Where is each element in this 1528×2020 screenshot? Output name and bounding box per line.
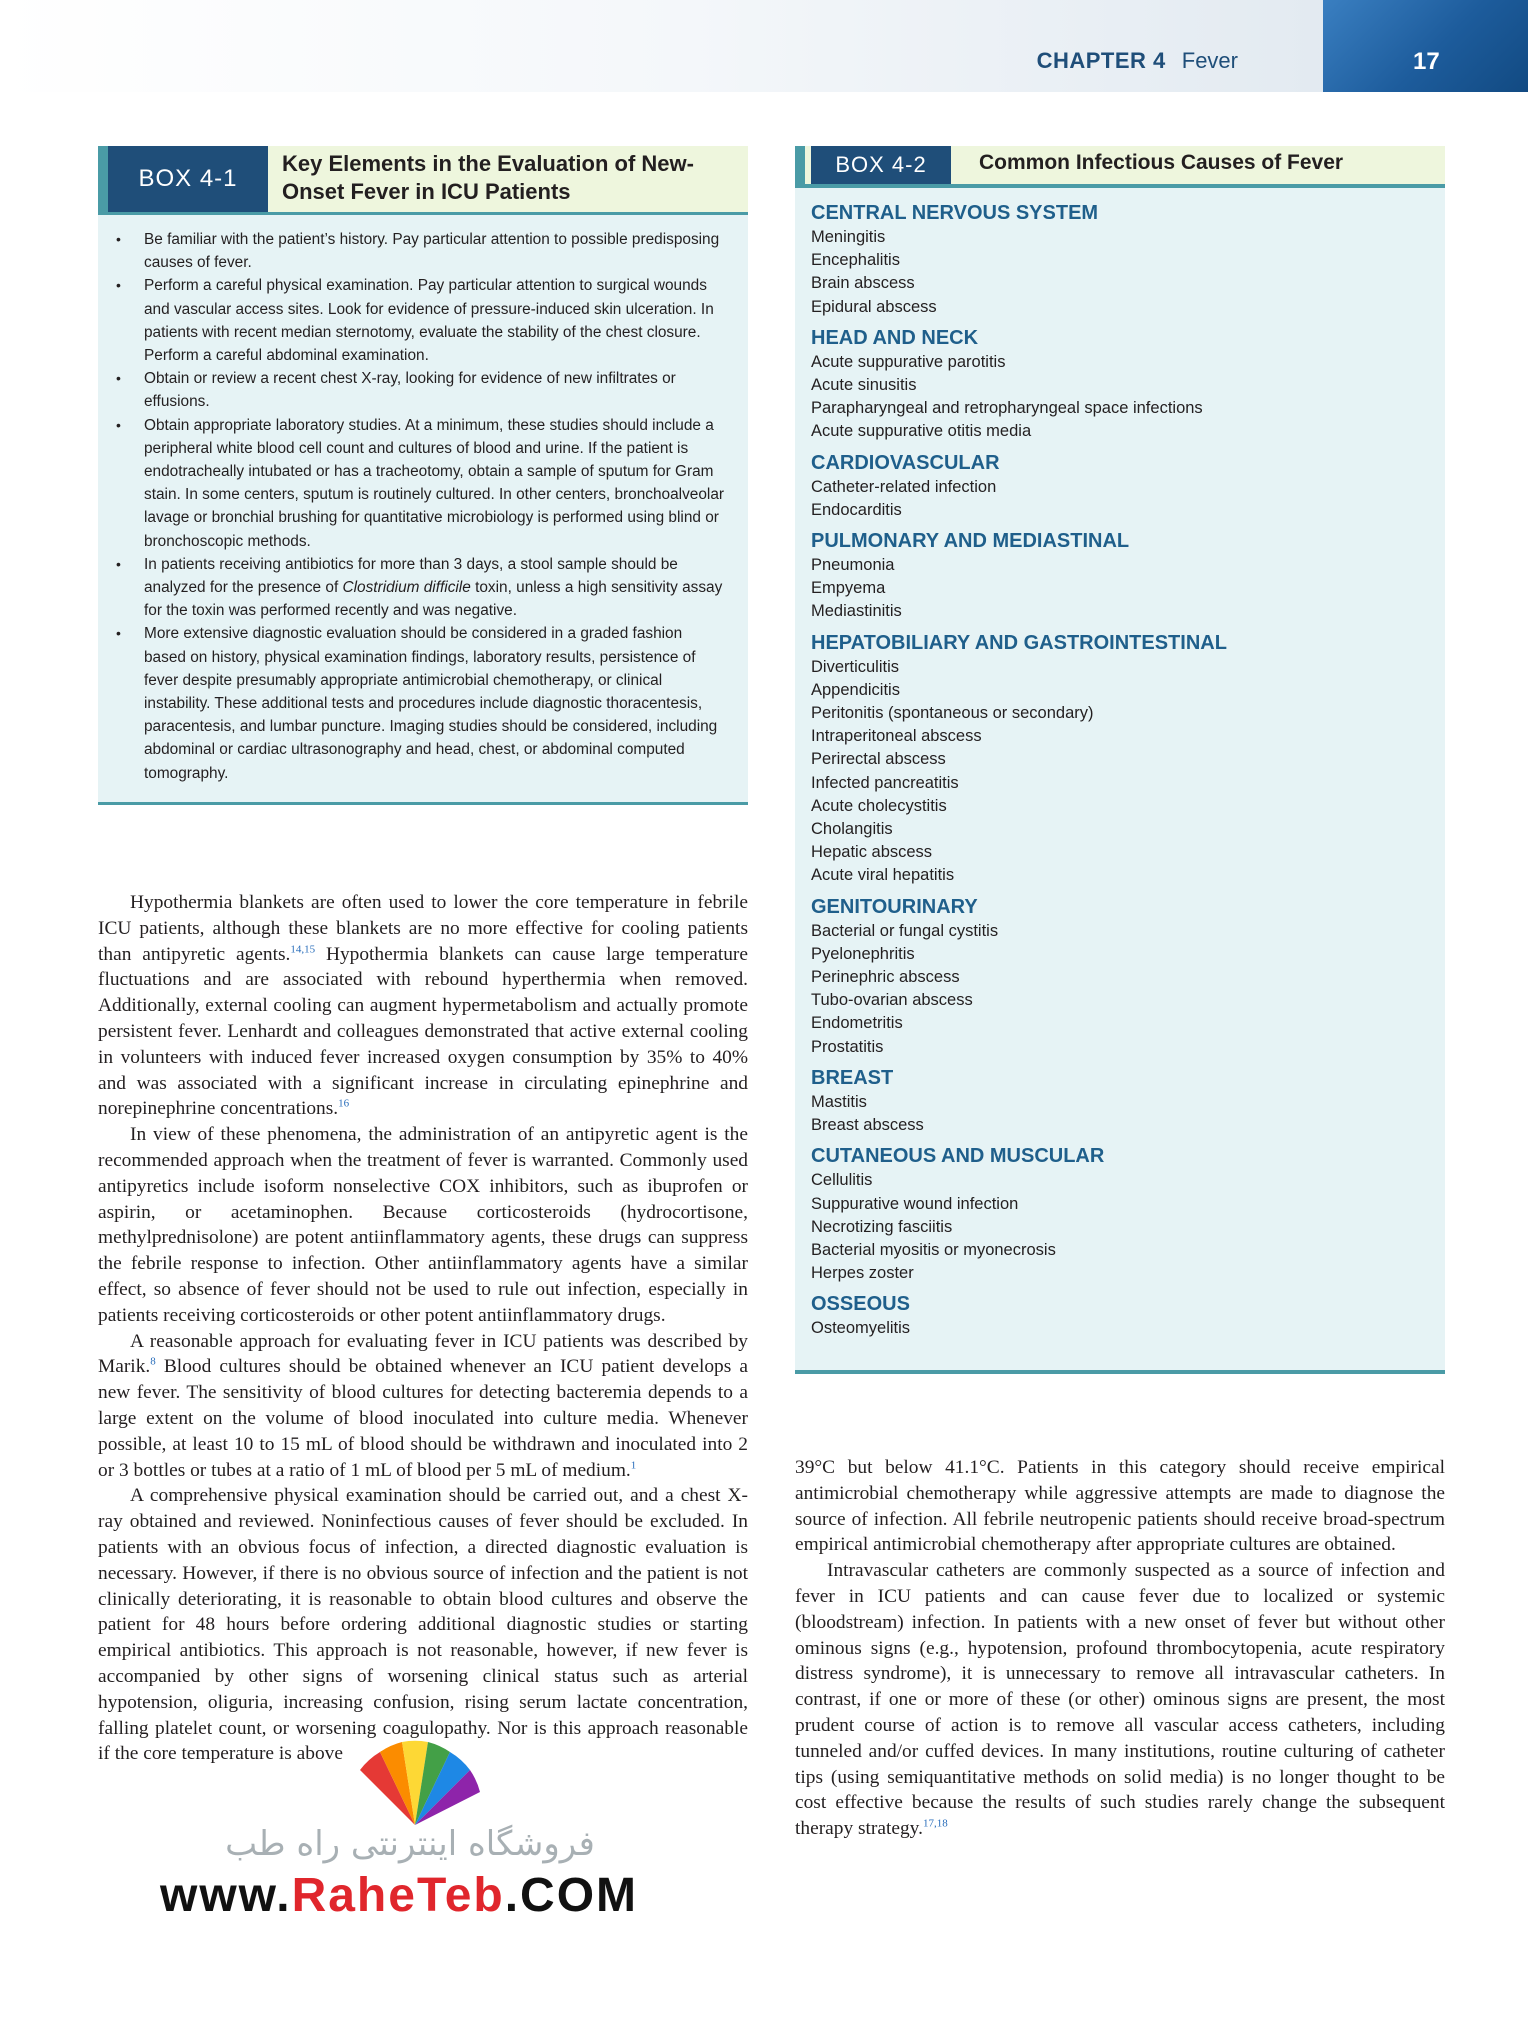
box-accent-stripe (98, 146, 108, 212)
infection-category-list (811, 200, 1431, 1341)
running-head (1037, 48, 1238, 74)
section-heading: HEAD AND NECK (811, 326, 979, 349)
list-item: Acute viral hepatitis (811, 866, 955, 885)
list-item: Empyema (811, 579, 886, 598)
page-header (0, 0, 1528, 92)
list-item: Endocarditis (811, 500, 902, 519)
list-item: Acute sinusitis (811, 376, 917, 395)
section-heading: CENTRAL NERVOUS SYSTEM (811, 202, 1099, 224)
list-item: Bacterial myositis or myonecrosis (811, 1240, 1056, 1259)
bullet-icon: • (116, 625, 121, 642)
list-item: Tubo-ovarian abscess (811, 991, 973, 1010)
list-item: Cellulitis (811, 1171, 873, 1190)
section-heading: BREAST (811, 1066, 894, 1089)
list-item: Pneumonia (811, 556, 895, 575)
watermark (150, 1730, 670, 1920)
citation[interactable]: 1 (630, 1459, 637, 1472)
list-item: Intraperitoneal abscess (811, 727, 982, 746)
list-item: Acute suppurative otitis media (811, 422, 1032, 441)
list-item: Herpes zoster (811, 1264, 914, 1283)
list-item: Acute suppurative parotitis (811, 352, 1006, 371)
bullet-icon: • (116, 555, 121, 572)
list-item: Suppurative wound infection (811, 1194, 1019, 1213)
box-4-2-label: BOX 4-2 (811, 146, 951, 184)
box-4-1-title: Key Elements in the Evaluation of New-Onset Fever in ICU Patients (282, 151, 694, 204)
chapter-title: Fever (1181, 48, 1238, 73)
box-4-2-header (795, 146, 1445, 188)
paragraph: A reasonable approach for evaluating fever in ICU patients was described by Marik.$^8$ Blood cultures should be obtained whenever an ICU patient develops a new fever. The sensitivity of blood cultures for detecting bacteremia depends to a large extent on the volume of blood inoculated into culture media. Whenever possible, at least 10 to 15 mL of blood should be withdrawn and inoculated into 2 or 3 bottles or tubes at a ratio of 1 mL of blood per 5 mL of medium.$^1$ (98, 1330, 748, 1481)
box-4-2-title: Common Infectious Causes of Fever (979, 151, 1344, 174)
box-4-1 (98, 146, 748, 805)
section-heading: CARDIOVASCULAR (811, 451, 1000, 474)
bullet-icon: • (116, 416, 121, 433)
box-4-1-header (98, 146, 748, 215)
list-item: • Be familiar with the patient’s history. Pay particular attention to possible predisposing causes of fever. (116, 228, 726, 274)
list-item: Endometritis (811, 1014, 903, 1033)
citation[interactable]: 8 (150, 1355, 156, 1368)
box-4-1-list (116, 228, 726, 785)
list-item: Peritonitis (spontaneous or secondary) (811, 704, 1094, 723)
paragraph: Hypothermia blankets are often used to lower the core temperature in febrile ICU patients, although these blankets are no more effective for cooling patients than antipyretic agents.$^{14,15}$ Hypothermia blankets can cause large temperature fluctuations and are associated with rebound hyperthermia when removed. Additionally, external cooling can augment hypermetabolism and actually promote persistent fever. Lenhardt and colleagues demonstrated that active external cooling in volunteers with induced fever increased oxygen consumption by 35% to 40% and was associated with a significant increase in circulating epinephrine and norepinephrine concentrations.$^{16}$ (98, 892, 748, 1120)
list-item: Catheter-related infection (811, 477, 997, 496)
list-item: Parapharyngeal and retropharyngeal space infections (811, 399, 1203, 418)
section-heading: CUTANEOUS AND MUSCULAR (811, 1145, 1105, 1168)
list-item: Mediastinitis (811, 602, 902, 621)
list-item: Hepatic abscess (811, 843, 933, 862)
watermark-url: www.RaheTeb.COM (160, 1869, 639, 1922)
list-item: Encephalitis (811, 251, 900, 270)
section-heading: HEPATOBILIARY AND GASTROINTESTINAL (811, 631, 1227, 654)
list-item: Necrotizing fasciitis (811, 1217, 953, 1236)
list-item: Prostatitis (811, 1037, 884, 1056)
bullet-icon: • (116, 370, 121, 387)
list-item: • In patients receiving antibiotics for more than 3 days, a stool sample should be analyzed for the presence of Clostridium difficile toxin, unless a high sensitivity assay for the toxin was performed recently and was negative. (116, 553, 726, 623)
list-item: Perinephric abscess (811, 968, 960, 987)
body-column-left (98, 890, 748, 1767)
list-item: Meningitis (811, 228, 886, 246)
section-heading: GENITOURINARY (811, 895, 978, 918)
list-item: Diverticulitis (811, 657, 900, 676)
list-item: Mastitis (811, 1092, 867, 1111)
box-4-2 (795, 146, 1445, 1374)
list-item: • Obtain appropriate laboratory studies. At a minimum, these studies should include a peripheral white blood cell count and cultures of blood and urine. If the patient is endotracheally intubated or has a tracheotomy, obtain a sample of sputum for Gram stain. In some centers, sputum is routinely cultured. In other centers, bronchoalveolar lavage or bronchial brushing for quantitative microbiology is performed using blind or bronchoscopic methods. (116, 414, 726, 553)
list-item: • More extensive diagnostic evaluation should be considered in a graded fashion based on history, physical examination findings, laboratory results, persistence of fever despite presumably appropriate antimicrobial chemotherapy, or clinical instability. These additional tests and procedures include diagnostic thoracentesis, paracentesis, and lumbar puncture. Imaging studies should be considered, including abdominal or cardiac ultrasonography and head, chest, or abdominal computed tomography. (116, 622, 726, 784)
bullet-icon: • (116, 277, 121, 294)
section-heading: OSSEOUS (811, 1293, 910, 1316)
chapter-label: CHAPTER 4 (1036, 48, 1166, 73)
list-item: Cholangitis (811, 820, 893, 839)
list-item: Osteomyelitis (811, 1319, 911, 1338)
paragraph: A comprehensive physical examination should be carried out, and a chest X-ray obtained and reviewed. Noninfectious causes of fever should be excluded. In patients with an obvious focus of infection, a directed diagnostic evaluation is necessary. However, if there is no obvious source of infection and the patient is not clinically deteriorating, it is reasonable to obtain blood cultures and observe the patient for 48 hours before ordering additional diagnostic studies or starting empirical antibiotics. This approach is not reasonable, however, if new fever is accompanied by other signs of worsening clinical status such as arterial hypotension, oliguria, increasing confusion, rising serum lactate concentration, falling platelet count, or worsening coagulopathy. Nor is this approach reasonable if the core temperature is above (98, 1485, 748, 1765)
paragraph: 39°C but below 41.1°C. Patients in this category should receive empirical antimicrobial chemotherapy while aggressive attempts are made to diagnose the source of infection. All febrile neutropenic patients should receive broad-spectrum empirical antimicrobial chemotherapy after appropriate cultures are obtained. (795, 1457, 1445, 1556)
paragraph: In view of these phenomena, the administration of an antipyretic agent is the recommended approach when the treatment of fever is warranted. Commonly used antipyretics include isoform nonselective COX inhibitors, such as ibuprofen or aspirin, or acetaminophen. Because corticosteroids (hydrocortisone, methylprednisolone) are potent antiinflammatory agents, these drugs can suppress the febrile response to infection. Other antiinflammatory agents have a similar effect, so absence of fever should not be used to rule out infection, especially in patients receiving corticosteroids or other potent antiinflammatory drugs. (98, 1124, 748, 1326)
list-item: Epidural abscess (811, 297, 937, 316)
list-item: • Perform a careful physical examination. Pay particular attention to surgical wounds and vascular access sites. Look for evidence of pressure-induced skin ulceration. In patients with recent median sternotomy, evaluate the stability of the chest closure. Perform a careful abdominal examination. (116, 274, 726, 367)
list-item: Pyelonephritis (811, 944, 915, 963)
paragraph: Intravascular catheters are commonly suspected as a source of infection and fever in ICU patients and can cause fever due to localized or systemic (bloodstream) infection. In patients with a new onset of fever but without other ominous signs (e.g., hypotension, profound thrombocytopenia, acute respiratory distress syndrome), it is unnecessary to remove all intravascular catheters. In contrast, if one or more of these (or other) ominous signs are present, the most prudent course of action is to remove all vascular access catheters, including tunneled and/or cuffed devices. In many institutions, routine culturing of catheter tips (using semiquantitative methods on solid media) is no longer thought to be cost effective because the results of such studies rarely change the subsequent therapy strategy.$^{17,18}$ (795, 1560, 1445, 1840)
list-item: • Obtain or review a recent chest X-ray, looking for evidence of new infiltrates or effusions. (116, 367, 726, 413)
section-heading: PULMONARY AND MEDIASTINAL (811, 530, 1130, 553)
list-item: Bacterial or fungal cystitis (811, 921, 999, 940)
watermark-persian-text: فروشگاه اینترنتی راه طب (225, 1824, 595, 1864)
list-item: Acute cholecystitis (811, 796, 947, 815)
box-accent-stripe (795, 146, 805, 184)
list-item: Infected pancreatitis (811, 773, 959, 792)
citation[interactable]: 16 (338, 1097, 350, 1110)
list-item: Appendicitis (811, 680, 900, 699)
list-item: Perirectal abscess (811, 750, 946, 769)
citation[interactable]: 14,15 (290, 943, 316, 956)
page-number-tab (1323, 0, 1528, 92)
list-item: Brain abscess (811, 274, 915, 293)
page-number: 17 (1413, 48, 1440, 75)
organism-name: Clostridium difficile (342, 579, 471, 597)
list-item: Breast abscess (811, 1116, 924, 1135)
bullet-icon: • (116, 231, 121, 247)
citation[interactable]: 17,18 (922, 1817, 948, 1830)
box-4-1-label: BOX 4-1 (108, 146, 268, 212)
body-column-right (795, 1455, 1445, 1842)
fan-logo-icon (340, 1730, 490, 1830)
